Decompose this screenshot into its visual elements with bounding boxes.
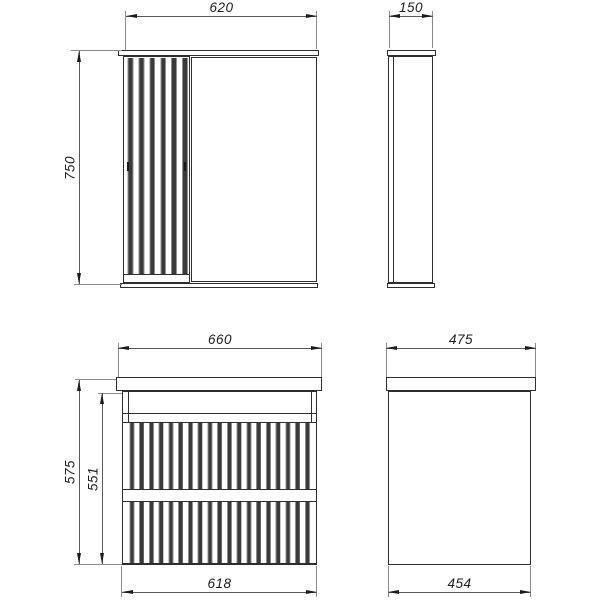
dim-arrow-right — [311, 346, 322, 350]
dim-arrow-right — [306, 590, 317, 594]
vanity-side-countertop — [386, 377, 536, 391]
mirror-side-door-edge — [393, 57, 394, 282]
dim-label: 750 — [62, 155, 78, 180]
dim-vanity-body-width — [122, 575, 317, 593]
vanity-side-body — [388, 391, 531, 565]
dim-arrow-right — [520, 590, 531, 594]
dim-vanity-top-width — [118, 331, 322, 349]
extension-line — [75, 379, 116, 380]
dim-vanity-height — [62, 380, 80, 564]
door-handle-mark — [127, 162, 129, 171]
dim-vanity-body-height — [85, 393, 103, 564]
dim-arrow-down — [100, 553, 104, 564]
dim-label: 454 — [447, 575, 472, 591]
dim-arrow-left — [389, 14, 400, 18]
extension-line — [74, 564, 122, 565]
dim-arrow-up — [77, 380, 81, 391]
dim-mirror-depth — [389, 0, 433, 17]
mirror-side-body — [388, 56, 433, 283]
dim-label: 618 — [207, 575, 232, 591]
dim-label: 551 — [85, 466, 101, 491]
mirror-bottom-trim — [120, 283, 318, 288]
vanity-top-rail-line — [123, 413, 316, 414]
drawer-bottom-line — [123, 563, 316, 564]
mirror-side-bottom-trim — [387, 283, 435, 288]
dim-mirror-height — [62, 51, 80, 284]
dim-arrow-left — [122, 590, 133, 594]
mirror-door — [191, 57, 317, 282]
dim-mirror-width — [126, 0, 317, 17]
dim-label: 660 — [207, 331, 233, 347]
dim-label: 150 — [398, 0, 424, 15]
dim-label: 620 — [209, 0, 234, 15]
dim-arrow-right — [306, 14, 317, 18]
drawer-front-lower — [127, 502, 313, 563]
dim-vanity-top-depth — [386, 331, 536, 349]
dim-vanity-body-depth — [388, 575, 531, 593]
dim-label: 575 — [62, 459, 78, 485]
door-handle-mark — [184, 162, 186, 171]
fluted-door-slats — [125, 58, 188, 274]
dim-arrow-left — [126, 14, 137, 18]
dim-arrow-right — [525, 346, 536, 350]
dim-arrow-left — [388, 590, 399, 594]
vanity-countertop — [116, 377, 322, 391]
dim-arrow-down — [77, 273, 81, 284]
dim-arrow-left — [118, 346, 129, 350]
dim-label: 475 — [448, 331, 474, 347]
drawer-gap — [123, 489, 316, 502]
dim-arrow-right — [422, 14, 433, 18]
fluted-door-bottom-rail — [124, 274, 189, 282]
fluted-door — [123, 56, 190, 283]
dim-arrow-up — [77, 51, 81, 62]
dim-arrow-down — [77, 553, 81, 564]
dim-arrow-left — [386, 346, 397, 350]
drawer-front-upper — [127, 423, 313, 489]
extension-line — [74, 284, 122, 285]
dim-arrow-up — [100, 393, 104, 404]
